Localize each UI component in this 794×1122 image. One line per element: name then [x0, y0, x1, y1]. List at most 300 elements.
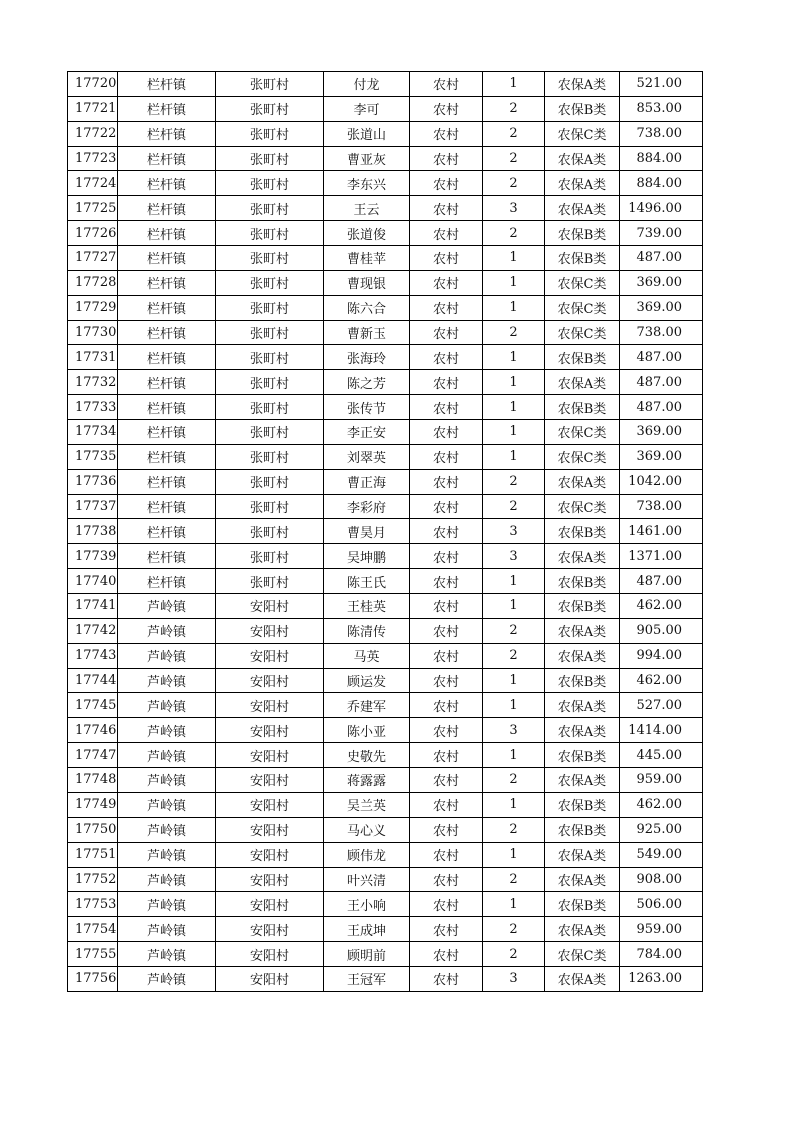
village-cell: 张町村 [216, 569, 324, 594]
record-id-cell: 17724 [68, 171, 118, 196]
record-id-cell: 17742 [68, 618, 118, 643]
insurance-class-cell: 农保B类 [545, 345, 620, 370]
table-row [68, 345, 703, 370]
insurance-class-cell: 农保C类 [545, 270, 620, 295]
household-count-cell: 1 [483, 743, 545, 768]
record-id-cell: 17752 [68, 867, 118, 892]
insurance-class-cell: 农保C类 [545, 320, 620, 345]
name-cell: 李东兴 [324, 171, 410, 196]
insurance-class-cell: 农保A类 [545, 917, 620, 942]
name-cell: 陈王氏 [324, 569, 410, 594]
table-row [68, 370, 703, 395]
name-cell: 顾运发 [324, 668, 410, 693]
area-type-cell: 农村 [410, 768, 483, 793]
table-row [68, 942, 703, 967]
household-count-cell: 2 [483, 942, 545, 967]
village-cell: 安阳村 [216, 693, 324, 718]
area-type-cell: 农村 [410, 494, 483, 519]
amount-cell: 369.00 [620, 444, 703, 469]
record-id-cell: 17739 [68, 544, 118, 569]
village-cell: 张町村 [216, 171, 324, 196]
household-count-cell: 1 [483, 345, 545, 370]
village-cell: 张町村 [216, 370, 324, 395]
record-id-cell: 17754 [68, 917, 118, 942]
village-cell: 安阳村 [216, 618, 324, 643]
amount-cell: 925.00 [620, 817, 703, 842]
table-row [68, 221, 703, 246]
town-cell: 芦岭镇 [118, 942, 216, 967]
table-row [68, 768, 703, 793]
subsidy-table [67, 71, 703, 992]
insurance-class-cell: 农保B类 [545, 395, 620, 420]
area-type-cell: 农村 [410, 817, 483, 842]
amount-cell: 1414.00 [620, 718, 703, 743]
record-id-cell: 17734 [68, 420, 118, 445]
town-cell: 栏杆镇 [118, 171, 216, 196]
town-cell: 芦岭镇 [118, 768, 216, 793]
name-cell: 陈清传 [324, 618, 410, 643]
area-type-cell: 农村 [410, 395, 483, 420]
town-cell: 芦岭镇 [118, 743, 216, 768]
record-id-cell: 17740 [68, 569, 118, 594]
town-cell: 栏杆镇 [118, 146, 216, 171]
area-type-cell: 农村 [410, 370, 483, 395]
table-row [68, 966, 703, 991]
area-type-cell: 农村 [410, 569, 483, 594]
table-row [68, 718, 703, 743]
table-row [68, 444, 703, 469]
name-cell: 王成坤 [324, 917, 410, 942]
village-cell: 张町村 [216, 544, 324, 569]
town-cell: 芦岭镇 [118, 792, 216, 817]
amount-cell: 487.00 [620, 395, 703, 420]
village-cell: 张町村 [216, 444, 324, 469]
area-type-cell: 农村 [410, 942, 483, 967]
amount-cell: 738.00 [620, 121, 703, 146]
area-type-cell: 农村 [410, 544, 483, 569]
amount-cell: 908.00 [620, 867, 703, 892]
table-row [68, 295, 703, 320]
amount-cell: 487.00 [620, 370, 703, 395]
area-type-cell: 农村 [410, 718, 483, 743]
insurance-class-cell: 农保C类 [545, 420, 620, 445]
insurance-class-cell: 农保A类 [545, 842, 620, 867]
village-cell: 张町村 [216, 494, 324, 519]
record-id-cell: 17732 [68, 370, 118, 395]
household-count-cell: 2 [483, 917, 545, 942]
village-cell: 张町村 [216, 519, 324, 544]
insurance-class-cell: 农保A类 [545, 469, 620, 494]
village-cell: 安阳村 [216, 966, 324, 991]
town-cell: 芦岭镇 [118, 594, 216, 619]
household-count-cell: 1 [483, 295, 545, 320]
name-cell: 陈之芳 [324, 370, 410, 395]
household-count-cell: 1 [483, 842, 545, 867]
household-count-cell: 2 [483, 96, 545, 121]
amount-cell: 369.00 [620, 270, 703, 295]
insurance-class-cell: 农保C类 [545, 494, 620, 519]
record-id-cell: 17721 [68, 96, 118, 121]
village-cell: 张町村 [216, 345, 324, 370]
household-count-cell: 1 [483, 370, 545, 395]
record-id-cell: 17726 [68, 221, 118, 246]
name-cell: 张传节 [324, 395, 410, 420]
table-row [68, 519, 703, 544]
name-cell: 曹桂苹 [324, 246, 410, 271]
area-type-cell: 农村 [410, 295, 483, 320]
record-id-cell: 17737 [68, 494, 118, 519]
insurance-class-cell: 农保A类 [545, 544, 620, 569]
town-cell: 栏杆镇 [118, 72, 216, 97]
record-id-cell: 17753 [68, 892, 118, 917]
insurance-class-cell: 农保B类 [545, 892, 620, 917]
amount-cell: 884.00 [620, 171, 703, 196]
insurance-class-cell: 农保A类 [545, 72, 620, 97]
area-type-cell: 农村 [410, 966, 483, 991]
town-cell: 芦岭镇 [118, 817, 216, 842]
amount-cell: 506.00 [620, 892, 703, 917]
insurance-class-cell: 农保A类 [545, 146, 620, 171]
table-row [68, 594, 703, 619]
insurance-class-cell: 农保B类 [545, 743, 620, 768]
village-cell: 张町村 [216, 196, 324, 221]
table-row [68, 643, 703, 668]
town-cell: 芦岭镇 [118, 842, 216, 867]
town-cell: 栏杆镇 [118, 395, 216, 420]
insurance-class-cell: 农保B类 [545, 221, 620, 246]
record-id-cell: 17727 [68, 246, 118, 271]
amount-cell: 784.00 [620, 942, 703, 967]
insurance-class-cell: 农保B类 [545, 792, 620, 817]
table-row [68, 668, 703, 693]
insurance-class-cell: 农保A类 [545, 768, 620, 793]
village-cell: 张町村 [216, 121, 324, 146]
amount-cell: 853.00 [620, 96, 703, 121]
amount-cell: 462.00 [620, 792, 703, 817]
village-cell: 安阳村 [216, 743, 324, 768]
area-type-cell: 农村 [410, 469, 483, 494]
record-id-cell: 17755 [68, 942, 118, 967]
name-cell: 李可 [324, 96, 410, 121]
name-cell: 顾明前 [324, 942, 410, 967]
town-cell: 栏杆镇 [118, 420, 216, 445]
town-cell: 芦岭镇 [118, 693, 216, 718]
name-cell: 王冠军 [324, 966, 410, 991]
town-cell: 芦岭镇 [118, 917, 216, 942]
town-cell: 栏杆镇 [118, 121, 216, 146]
name-cell: 马英 [324, 643, 410, 668]
area-type-cell: 农村 [410, 171, 483, 196]
area-type-cell: 农村 [410, 792, 483, 817]
household-count-cell: 2 [483, 221, 545, 246]
household-count-cell: 2 [483, 618, 545, 643]
record-id-cell: 17747 [68, 743, 118, 768]
amount-cell: 1042.00 [620, 469, 703, 494]
household-count-cell: 2 [483, 121, 545, 146]
town-cell: 栏杆镇 [118, 196, 216, 221]
village-cell: 张町村 [216, 96, 324, 121]
table-row [68, 867, 703, 892]
name-cell: 曹正海 [324, 469, 410, 494]
household-count-cell: 3 [483, 718, 545, 743]
name-cell: 曹亚灰 [324, 146, 410, 171]
record-id-cell: 17735 [68, 444, 118, 469]
name-cell: 李正安 [324, 420, 410, 445]
town-cell: 栏杆镇 [118, 519, 216, 544]
area-type-cell: 农村 [410, 221, 483, 246]
amount-cell: 445.00 [620, 743, 703, 768]
name-cell: 王云 [324, 196, 410, 221]
town-cell: 栏杆镇 [118, 295, 216, 320]
record-id-cell: 17725 [68, 196, 118, 221]
household-count-cell: 2 [483, 171, 545, 196]
town-cell: 芦岭镇 [118, 643, 216, 668]
table-row [68, 817, 703, 842]
record-id-cell: 17741 [68, 594, 118, 619]
area-type-cell: 农村 [410, 519, 483, 544]
household-count-cell: 1 [483, 792, 545, 817]
amount-cell: 959.00 [620, 768, 703, 793]
record-id-cell: 17723 [68, 146, 118, 171]
village-cell: 安阳村 [216, 668, 324, 693]
insurance-class-cell: 农保A类 [545, 867, 620, 892]
town-cell: 栏杆镇 [118, 221, 216, 246]
town-cell: 栏杆镇 [118, 469, 216, 494]
area-type-cell: 农村 [410, 345, 483, 370]
household-count-cell: 1 [483, 594, 545, 619]
village-cell: 安阳村 [216, 768, 324, 793]
record-id-cell: 17750 [68, 817, 118, 842]
amount-cell: 487.00 [620, 569, 703, 594]
town-cell: 芦岭镇 [118, 966, 216, 991]
village-cell: 张町村 [216, 246, 324, 271]
table-row [68, 842, 703, 867]
amount-cell: 487.00 [620, 246, 703, 271]
table-row [68, 171, 703, 196]
amount-cell: 884.00 [620, 146, 703, 171]
village-cell: 安阳村 [216, 917, 324, 942]
record-id-cell: 17729 [68, 295, 118, 320]
amount-cell: 959.00 [620, 917, 703, 942]
record-id-cell: 17722 [68, 121, 118, 146]
town-cell: 栏杆镇 [118, 370, 216, 395]
household-count-cell: 2 [483, 146, 545, 171]
amount-cell: 738.00 [620, 320, 703, 345]
amount-cell: 738.00 [620, 494, 703, 519]
insurance-class-cell: 农保B类 [545, 594, 620, 619]
area-type-cell: 农村 [410, 270, 483, 295]
amount-cell: 1263.00 [620, 966, 703, 991]
table-row [68, 792, 703, 817]
household-count-cell: 2 [483, 768, 545, 793]
area-type-cell: 农村 [410, 196, 483, 221]
household-count-cell: 2 [483, 494, 545, 519]
table-row [68, 270, 703, 295]
insurance-class-cell: 农保A类 [545, 693, 620, 718]
insurance-class-cell: 农保C类 [545, 942, 620, 967]
area-type-cell: 农村 [410, 668, 483, 693]
household-count-cell: 1 [483, 444, 545, 469]
village-cell: 张町村 [216, 469, 324, 494]
insurance-class-cell: 农保B类 [545, 817, 620, 842]
name-cell: 张道山 [324, 121, 410, 146]
village-cell: 安阳村 [216, 643, 324, 668]
area-type-cell: 农村 [410, 320, 483, 345]
record-id-cell: 17738 [68, 519, 118, 544]
village-cell: 安阳村 [216, 892, 324, 917]
village-cell: 安阳村 [216, 718, 324, 743]
town-cell: 栏杆镇 [118, 246, 216, 271]
name-cell: 马心义 [324, 817, 410, 842]
area-type-cell: 农村 [410, 618, 483, 643]
name-cell: 蒋露露 [324, 768, 410, 793]
village-cell: 安阳村 [216, 792, 324, 817]
area-type-cell: 农村 [410, 743, 483, 768]
record-id-cell: 17743 [68, 643, 118, 668]
town-cell: 栏杆镇 [118, 270, 216, 295]
record-id-cell: 17745 [68, 693, 118, 718]
town-cell: 芦岭镇 [118, 618, 216, 643]
record-id-cell: 17728 [68, 270, 118, 295]
area-type-cell: 农村 [410, 444, 483, 469]
record-id-cell: 17720 [68, 72, 118, 97]
name-cell: 曹新玉 [324, 320, 410, 345]
area-type-cell: 农村 [410, 693, 483, 718]
household-count-cell: 2 [483, 867, 545, 892]
village-cell: 安阳村 [216, 817, 324, 842]
insurance-class-cell: 农保B类 [545, 668, 620, 693]
table-row [68, 917, 703, 942]
record-id-cell: 17730 [68, 320, 118, 345]
area-type-cell: 农村 [410, 121, 483, 146]
insurance-class-cell: 农保A类 [545, 171, 620, 196]
village-cell: 张町村 [216, 72, 324, 97]
area-type-cell: 农村 [410, 420, 483, 445]
table-body [68, 72, 703, 992]
amount-cell: 487.00 [620, 345, 703, 370]
name-cell: 付龙 [324, 72, 410, 97]
name-cell: 曹现银 [324, 270, 410, 295]
area-type-cell: 农村 [410, 246, 483, 271]
insurance-class-cell: 农保B类 [545, 96, 620, 121]
area-type-cell: 农村 [410, 594, 483, 619]
amount-cell: 369.00 [620, 295, 703, 320]
village-cell: 张町村 [216, 420, 324, 445]
village-cell: 张町村 [216, 320, 324, 345]
insurance-class-cell: 农保C类 [545, 295, 620, 320]
table-row [68, 72, 703, 97]
village-cell: 安阳村 [216, 942, 324, 967]
record-id-cell: 17748 [68, 768, 118, 793]
household-count-cell: 2 [483, 817, 545, 842]
amount-cell: 1461.00 [620, 519, 703, 544]
name-cell: 曹昊月 [324, 519, 410, 544]
name-cell: 李彩府 [324, 494, 410, 519]
area-type-cell: 农村 [410, 72, 483, 97]
record-id-cell: 17733 [68, 395, 118, 420]
area-type-cell: 农村 [410, 892, 483, 917]
table-row [68, 892, 703, 917]
table-row [68, 469, 703, 494]
area-type-cell: 农村 [410, 96, 483, 121]
household-count-cell: 3 [483, 196, 545, 221]
area-type-cell: 农村 [410, 842, 483, 867]
town-cell: 栏杆镇 [118, 345, 216, 370]
amount-cell: 905.00 [620, 618, 703, 643]
town-cell: 芦岭镇 [118, 718, 216, 743]
household-count-cell: 1 [483, 693, 545, 718]
table-row [68, 146, 703, 171]
name-cell: 吴兰英 [324, 792, 410, 817]
name-cell: 陈六合 [324, 295, 410, 320]
household-count-cell: 1 [483, 892, 545, 917]
insurance-class-cell: 农保A类 [545, 966, 620, 991]
name-cell: 张道俊 [324, 221, 410, 246]
town-cell: 芦岭镇 [118, 892, 216, 917]
household-count-cell: 1 [483, 72, 545, 97]
amount-cell: 369.00 [620, 420, 703, 445]
table-row [68, 569, 703, 594]
household-count-cell: 3 [483, 519, 545, 544]
household-count-cell: 1 [483, 569, 545, 594]
household-count-cell: 1 [483, 270, 545, 295]
area-type-cell: 农村 [410, 917, 483, 942]
insurance-class-cell: 农保B类 [545, 569, 620, 594]
village-cell: 安阳村 [216, 842, 324, 867]
record-id-cell: 17736 [68, 469, 118, 494]
insurance-class-cell: 农保A类 [545, 718, 620, 743]
insurance-class-cell: 农保B类 [545, 246, 620, 271]
record-id-cell: 17751 [68, 842, 118, 867]
area-type-cell: 农村 [410, 643, 483, 668]
table-row [68, 743, 703, 768]
household-count-cell: 2 [483, 320, 545, 345]
area-type-cell: 农村 [410, 867, 483, 892]
town-cell: 栏杆镇 [118, 569, 216, 594]
village-cell: 张町村 [216, 395, 324, 420]
household-count-cell: 1 [483, 395, 545, 420]
table-row [68, 246, 703, 271]
amount-cell: 739.00 [620, 221, 703, 246]
village-cell: 安阳村 [216, 867, 324, 892]
insurance-class-cell: 农保B类 [545, 519, 620, 544]
town-cell: 栏杆镇 [118, 320, 216, 345]
name-cell: 叶兴清 [324, 867, 410, 892]
record-id-cell: 17731 [68, 345, 118, 370]
table-row [68, 544, 703, 569]
village-cell: 安阳村 [216, 594, 324, 619]
area-type-cell: 农村 [410, 146, 483, 171]
town-cell: 栏杆镇 [118, 544, 216, 569]
amount-cell: 462.00 [620, 594, 703, 619]
town-cell: 芦岭镇 [118, 668, 216, 693]
household-count-cell: 3 [483, 544, 545, 569]
amount-cell: 462.00 [620, 668, 703, 693]
name-cell: 乔建军 [324, 693, 410, 718]
village-cell: 张町村 [216, 221, 324, 246]
table-row [68, 121, 703, 146]
table-row [68, 693, 703, 718]
name-cell: 王桂英 [324, 594, 410, 619]
name-cell: 王小响 [324, 892, 410, 917]
insurance-class-cell: 农保A类 [545, 618, 620, 643]
town-cell: 芦岭镇 [118, 867, 216, 892]
record-id-cell: 17749 [68, 792, 118, 817]
table-row [68, 618, 703, 643]
village-cell: 张町村 [216, 270, 324, 295]
record-id-cell: 17744 [68, 668, 118, 693]
name-cell: 陈小亚 [324, 718, 410, 743]
